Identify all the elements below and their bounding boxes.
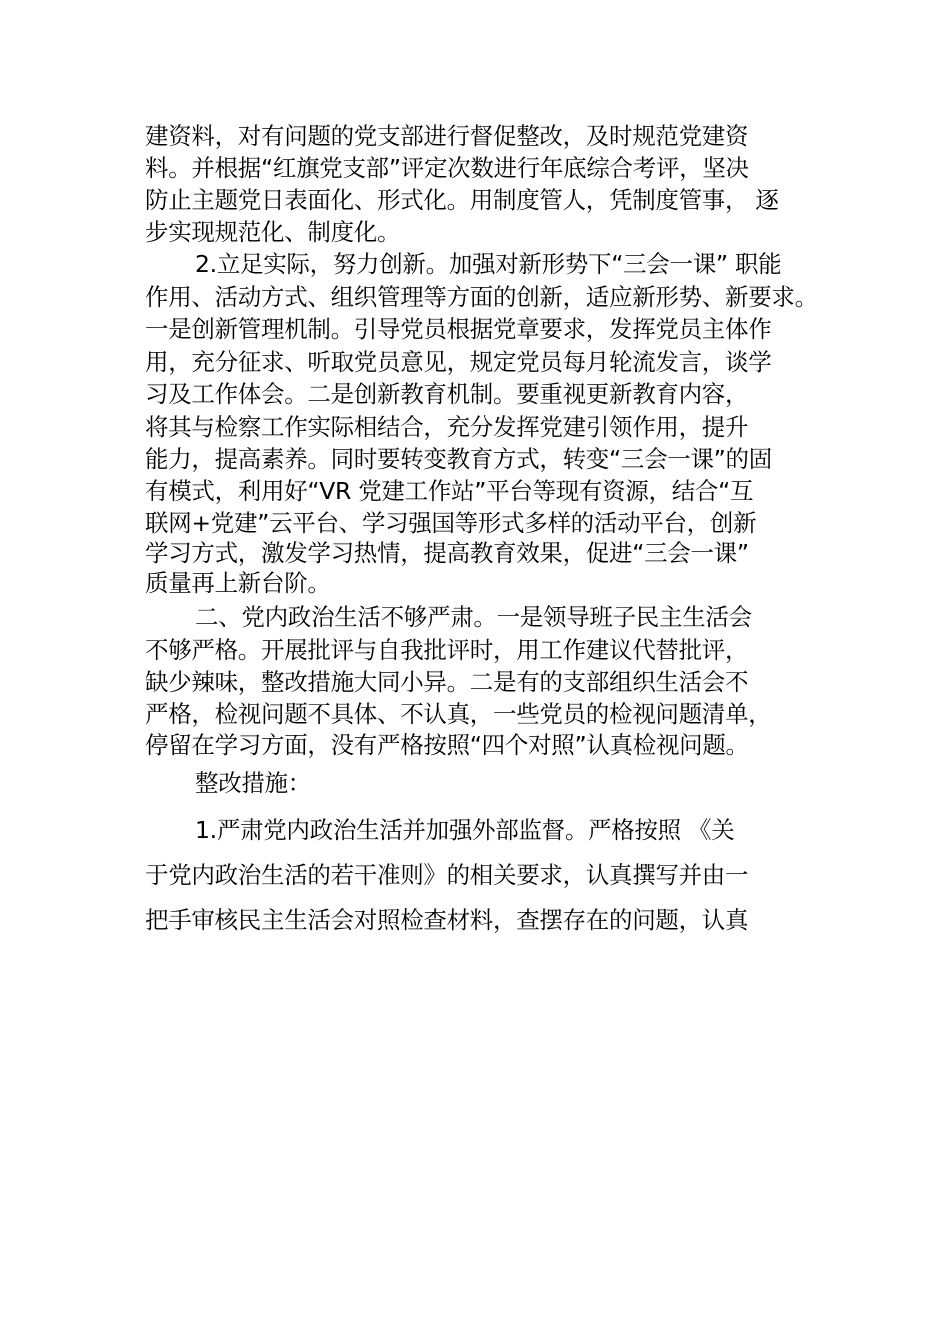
text-line: 建资料，对有问题的党支部进行督促整改，及时规范党建资 <box>145 122 749 150</box>
text-line: 将其与检察工作实际相结合，充分发挥党建引领作用，提升 <box>145 413 749 441</box>
text-line: 学习方式，激发学习热情，提高教育效果，促进“三会一课” <box>145 539 749 567</box>
text-line: 质量再上新台阶。 <box>145 569 331 597</box>
paragraph-start: 2.立足实际，努力创新。加强对新形势下“三会一课” 职能 <box>195 250 782 278</box>
text-line: 料。并根据“红旗党支部”评定次数进行年底综合考评，坚决 <box>145 154 749 182</box>
text-line: 停留在学习方面，没有严格按照“四个对照”认真检视问题。 <box>145 731 749 759</box>
paragraph-start: 二、党内政治生活不够严肃。一是领导班子民主生活会 <box>195 603 752 631</box>
text-line: 缺少辣味，整改措施大同小异。二是有的支部组织生活会不 <box>145 668 749 696</box>
text-line: 步实现规范化、制度化。 <box>145 218 401 246</box>
text-line: 用，充分征求、听取党员意见，规定党员每月轮流发言，谈学 <box>145 348 772 376</box>
text-line: 于党内政治生活的若干准则》的相关要求，认真撰写并由一 <box>145 861 749 889</box>
text-line: 不够严格。开展批评与自我批评时，用工作建议代替批评， <box>145 636 749 664</box>
text-line: 联网+党建”云平台、学习强国等形式多样的活动平台，创新 <box>145 509 757 537</box>
paragraph-start: 1.严肃党内政治生活并加强外部监督。严格按照 《关 <box>195 816 735 844</box>
text-line: 作用、活动方式、组织管理等方面的创新，适应新形势、新要求。 <box>145 283 818 311</box>
text-line: 一是创新管理机制。引导党员根据党章要求，发挥党员主体作 <box>145 315 772 343</box>
text-line: 习及工作体会。二是创新教育机制。要重视更新教育内容， <box>145 380 749 408</box>
text-line: 严格，检视问题不具体、不认真，一些党员的检视问题清单， <box>145 700 772 728</box>
section-heading: 整改措施： <box>195 769 311 797</box>
text-line: 能力，提高素养。同时要转变教育方式，转变“三会一课”的固 <box>145 445 772 473</box>
text-line: 把手审核民主生活会对照检查材料，查摆存在的问题，认真 <box>145 906 749 934</box>
text-line: 有模式，利用好“VR 党建工作站”平台等现有资源，结合“互 <box>145 477 754 505</box>
text-line: 防止主题党日表面化、形式化。用制度管人，凭制度管事， 逐 <box>145 186 779 214</box>
